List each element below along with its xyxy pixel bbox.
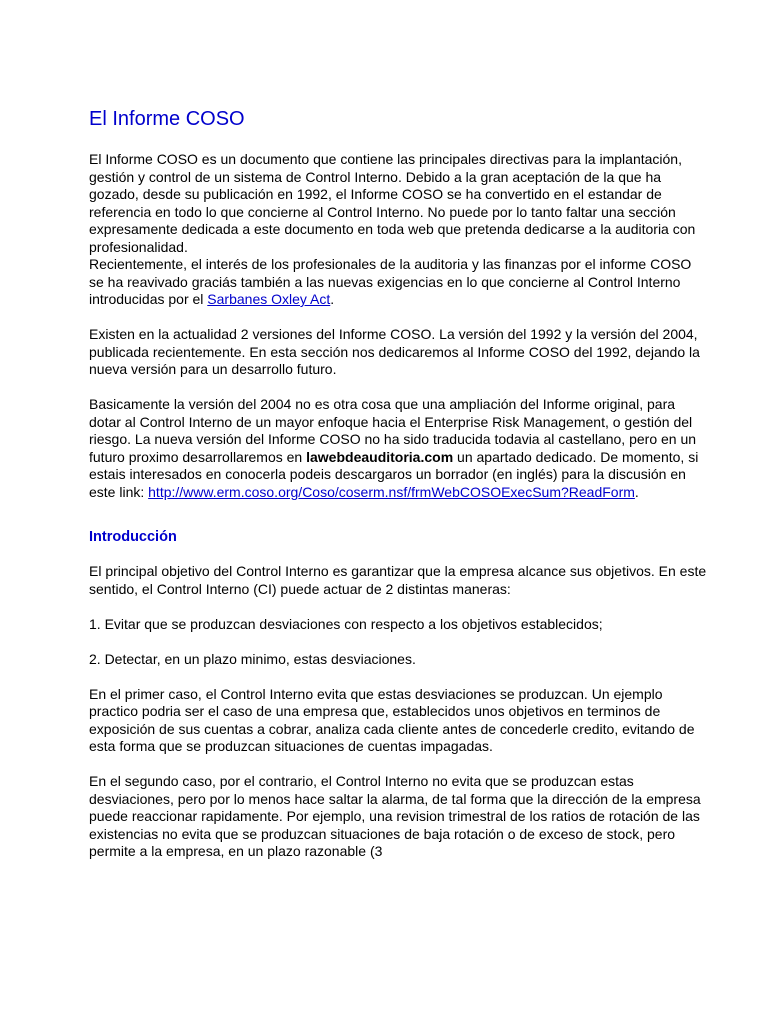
- paragraph-first-case: En el primer caso, el Control Interno evita que estas desviaciones se produzcan. Un ejemplo practico podria ser el caso de una empresa que, establecidos unos objetivos en terminos de exposición de sus cuentas a cobrar, analiza cada cliente antes de concederle credito, evitando de esta forma que se produzcan situaciones de cuentas impagadas.: [89, 685, 695, 754]
- paragraph-text: .: [634, 483, 639, 500]
- list-item-avoid: 1. Evitar que se produzcan desviaciones con respecto a los objetivos establecidos;: [89, 615, 603, 632]
- coso-erm-link[interactable]: http://www.erm.coso.org/Coso/coserm.nsf/frmWebCOSOExecSum?ReadForm: [148, 483, 635, 500]
- paragraph-text: un apartado dedicado. De momento, si estais interesados en conocerla podeis descargaros un borrador (en inglés) para la discusión en este link:: [89, 448, 699, 500]
- section-heading-introduccion: Introducción: [89, 529, 177, 545]
- paragraph-text: El Informe COSO es un documento que contiene las principales directivas para la implantación, gestión y control de un sistema de Control Interno. Debido a la gran aceptación de la que ha gozado, desde su publicación en 1992, el Informe COSO se ha convertido en el estandar de referencia en todo lo que concierne al Control Interno. No puede por lo tanto faltar una sección expresamente dedicada a este documento en toda web que pretenda dedicarse a la auditoria con profesionalidad.: [89, 151, 696, 255]
- list-item-detect: 2. Detectar, en un plazo minimo, estas desviaciones.: [89, 650, 416, 667]
- page-title: El Informe COSO: [89, 108, 245, 130]
- paragraph-text: Recientemente, el interés de los profesionales de la auditoria y las finanzas por el informe COSO se ha reavivado graciás también a las nuevas exigencias en lo que concierne al Control Interno introducidas por el: [89, 256, 692, 307]
- paragraph-versions: Existen en la actualidad 2 versiones del Informe COSO. La versión del 1992 y la versión del 2004, publicada recientemente. En esta sección nos dedicaremos al Informe COSO del 1992, dejando la nueva versión para un desarrollo futuro.: [89, 326, 700, 377]
- paragraph-version-2004: [89, 396, 708, 501]
- paragraph-text: Basicamente la versión del 2004 no es otra cosa que una ampliación del Informe original, para dotar al Control Interno de un mayor enfoque hacia el Enterprise Risk Management, o gestión del riesgo. La nueva versión del Informe COSO no ha sido traducida todavia al castellano, pero en un futuro proximo desarrollaremos en: [89, 396, 697, 465]
- paragraph-coso-intro: [89, 151, 708, 309]
- paragraph-second-case: En el segundo caso, por el contrario, el Control Interno no evita que se produzcan estas desviaciones, pero por lo menos hace saltar la alarma, de tal forma que la dirección de la empresa puede reaccionar rapidamente. Por ejemplo, una revision trimestral de los ratios de rotación de las existencias no evita que se produzcan situaciones de baja rotación o de exceso de stock, pero permite a la empresa, en un plazo razonable (3: [89, 773, 701, 859]
- sarbanes-oxley-link[interactable]: Sarbanes Oxley Act: [207, 291, 331, 307]
- paragraph-text: .: [330, 291, 335, 307]
- paragraph-objective: El principal objetivo del Control Interno es garantizar que la empresa alcance sus objetivos. En este sentido, el Control Interno (CI) puede actuar de 2 distintas maneras:: [89, 563, 707, 597]
- site-name: lawebdeauditoria.com: [306, 448, 454, 465]
